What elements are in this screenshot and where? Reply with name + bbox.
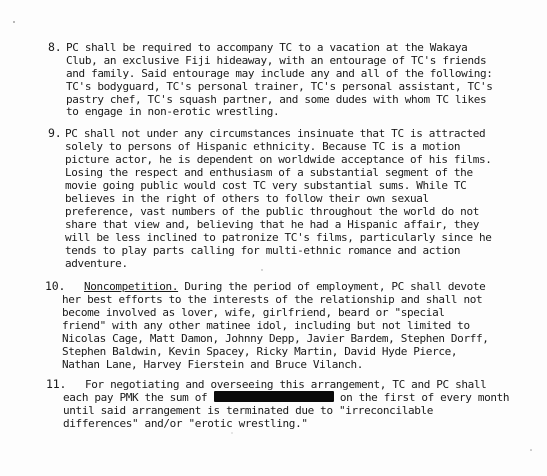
clause-line: pastry chef, TC's squash partner, and some dudes with whom TC likes bbox=[66, 93, 487, 106]
clause-line: tends to play parts calling for multi-ethnic romance and action bbox=[65, 244, 461, 257]
clause-line: preference, vast numbers of the public throughout the world do not bbox=[65, 205, 479, 218]
clause-first-line bbox=[84, 280, 485, 293]
clause-line: and family. Said entourage may include any and all of the following: bbox=[66, 67, 493, 80]
clause-number: 9. bbox=[48, 126, 62, 140]
redaction-bar bbox=[214, 391, 334, 402]
clause-line: believes in the right of others to follow their own sexual bbox=[65, 192, 429, 205]
clause-line: to engage in non-erotic wrestling. bbox=[66, 105, 280, 118]
clause-line: movie going public would cost TC very substantial sums. While TC bbox=[65, 179, 467, 192]
clause-number: 10. bbox=[45, 279, 66, 293]
clause-number: 11. bbox=[46, 377, 67, 391]
clause-line: become involved as lover, wife, girlfriend, beard or "special bbox=[62, 306, 445, 319]
clause-line: adventure. bbox=[65, 257, 128, 270]
clause-line-before: each pay PMK the sum of bbox=[63, 391, 214, 404]
clause-line: differences" and/or "erotic wrestling." bbox=[63, 417, 308, 430]
clause-line: picture actor, he is dependent on worldwide acceptance of his films. bbox=[65, 153, 492, 166]
clause-line: friend" with any other matinee idol, including but not limited to bbox=[62, 319, 470, 332]
clause-line: TC's bodyguard, TC's personal trainer, TC's personal assistant, TC's bbox=[66, 80, 493, 93]
clause-line: until said arrangement is terminated due to "irreconcilable bbox=[63, 404, 434, 417]
clause-line: share that view and, believing that he had a Hispanic affair, they bbox=[65, 218, 479, 231]
clause-heading: Noncompetition. bbox=[84, 280, 179, 293]
clause-line: PC shall be required to accompany TC to a vacation at the Wakaya bbox=[66, 41, 468, 54]
clause-line-with-redaction bbox=[63, 391, 509, 404]
clause-number: 8. bbox=[48, 40, 62, 54]
clause-line: For negotiating and overseeing this arrangement, TC and PC shall bbox=[85, 378, 487, 391]
clause-line-after: on the first of every month bbox=[333, 391, 510, 404]
clause-line: Stephen Baldwin, Kevin Spacey, Ricky Martin, David Hyde Pierce, bbox=[62, 345, 458, 358]
clause-line: Nicolas Cage, Matt Damon, Johnny Depp, Javier Bardem, Stephen Dorff, bbox=[62, 332, 489, 345]
clause-line: Losing the respect and enthusiasm of a substantial segment of the bbox=[65, 166, 473, 179]
clause-line: solely to persons of Hispanic ethnicity. Because TC is a motion bbox=[65, 140, 461, 153]
clause-line: PC shall not under any circumstances insinuate that TC is attracted bbox=[65, 127, 486, 140]
clause-line: her best efforts to the interests of the relationship and shall not bbox=[62, 293, 483, 306]
clause-line: Club, an exclusive Fiji hideaway, with an entourage of TC's friends bbox=[66, 54, 487, 67]
clause-line-rest: During the period of employment, PC shall devote bbox=[178, 280, 486, 293]
clause-line: Nathan Lane, Harvey Fierstein and Bruce Vilanch. bbox=[62, 358, 364, 371]
clause-line: will be less inclined to patronize TC's films, particularly since he bbox=[65, 231, 492, 244]
